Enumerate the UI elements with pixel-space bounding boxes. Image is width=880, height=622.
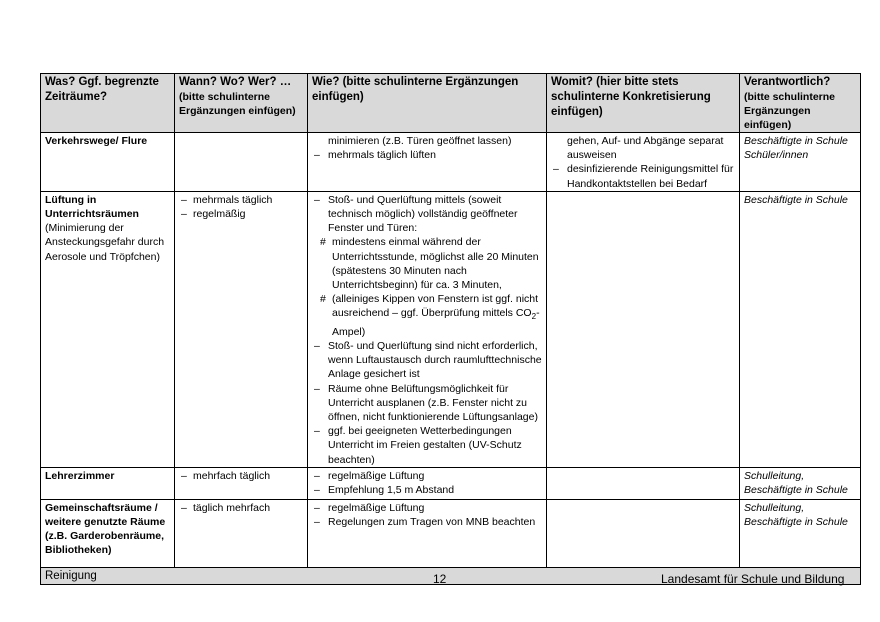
responsible-entry: Schulleitung, bbox=[744, 469, 805, 482]
cell-what bbox=[41, 499, 175, 567]
cell-with bbox=[547, 133, 740, 192]
cell-with bbox=[547, 499, 740, 567]
list-item: – täglich mehrfach bbox=[179, 501, 303, 515]
list-item: – Regelungen zum Tragen von MNB beachten bbox=[312, 515, 542, 529]
responsible-entry: Beschäftigte in Schule bbox=[744, 193, 848, 206]
cell-how bbox=[308, 191, 547, 467]
list-item: – mehrmals täglich lüften bbox=[312, 148, 542, 162]
table-row bbox=[41, 499, 861, 567]
responsible-entry: Beschäftigte in Schule bbox=[744, 483, 848, 496]
header-how: Wie? (bitte schulinterne Ergänzungen einfügen) bbox=[308, 74, 547, 133]
when-list bbox=[179, 501, 303, 515]
list-item: # (alleiniges Kippen von Fenstern ist ggf. nicht ausreichend – ggf. Überprüfung mittels $CO_2-Ampel$) bbox=[312, 292, 542, 339]
cell-how bbox=[308, 499, 547, 567]
table-row bbox=[41, 133, 861, 192]
cell-what bbox=[41, 467, 175, 499]
cell-when bbox=[175, 467, 308, 499]
list-item: – Stoß- und Querlüftung mittels (soweit technisch möglich) vollständig geöffneter Fenster und Türen: bbox=[312, 193, 542, 236]
responsible-entry: Schüler/innen bbox=[744, 149, 809, 162]
area-title: Verkehrswege/ Flure bbox=[45, 135, 148, 147]
list-item: minimieren (z.B. Türen geöffnet lassen) bbox=[328, 135, 512, 147]
header-with: Womit? (hier bitte stets schulinterne Konkretisierung einfügen) bbox=[547, 74, 740, 133]
cell-responsible bbox=[740, 133, 861, 192]
list-item: – regelmäßige Lüftung bbox=[312, 469, 542, 483]
list-item: – Stoß- und Querlüftung sind nicht erforderlich, wenn Luftaustausch durch raumlufttechnische Anlage gesichert ist bbox=[312, 339, 542, 382]
cell-what bbox=[41, 191, 175, 467]
responsible-entry: Schulleitung, bbox=[744, 501, 805, 514]
cell-when bbox=[175, 133, 308, 192]
how-list bbox=[312, 193, 542, 467]
footer-organization: Landesamt für Schule und Bildung bbox=[661, 572, 845, 586]
cell-how bbox=[308, 133, 547, 192]
header-who: Verantwortlich? (bitte schulinterne Ergänzungen einfügen) bbox=[740, 74, 861, 133]
header-when: Wann? Wo? Wer? … (bitte schulinterne Ergänzungen einfügen) bbox=[175, 74, 308, 133]
table-row bbox=[41, 467, 861, 499]
responsible-entry: Beschäftigte in Schule bbox=[744, 515, 848, 528]
hygiene-plan-table bbox=[40, 73, 861, 585]
how-list bbox=[312, 134, 542, 162]
cell-responsible bbox=[740, 191, 861, 467]
list-item: – desinfizierende Reinigungsmittel für Handkontaktstellen bei Bedarf bbox=[551, 162, 735, 190]
table-row bbox=[41, 191, 861, 467]
when-list bbox=[179, 193, 303, 221]
list-item: gehen, Auf- und Abgänge separat ausweisen bbox=[567, 135, 724, 162]
area-title: Lehrerzimmer bbox=[45, 469, 115, 482]
cell-with bbox=[547, 467, 740, 499]
area-title: Lüftung in Unterrichtsräumen bbox=[45, 193, 139, 221]
area-note: (Minimierung der Ansteckungsgefahr durch Aerosole und Tröpfchen) bbox=[45, 222, 165, 263]
list-item: – mehrfach täglich bbox=[179, 469, 303, 483]
table-header-row bbox=[41, 74, 861, 133]
cell-with bbox=[547, 191, 740, 467]
list-item: – ggf. bei geeigneten Wetterbedingungen Unterricht im Freien gestalten (UV-Schutz beachten) bbox=[312, 424, 542, 467]
area-title: Gemeinschaftsräume / weitere genutzte Räume (z.B. Garderobenräume, Bibliotheken) bbox=[45, 501, 166, 557]
responsible-entry: Beschäftigte in Schule bbox=[744, 135, 848, 147]
list-item: – mehrmals täglich bbox=[179, 193, 303, 207]
cell-responsible bbox=[740, 499, 861, 567]
list-item: # mindestens einmal während der Unterrichtsstunde, möglichst alle 20 Minuten (spätestens 30 Minuten nach Unterrichtsbeginn) für ca. 3 Minuten, bbox=[312, 235, 542, 292]
cell-how bbox=[308, 467, 547, 499]
list-item: – Empfehlung 1,5 m Abstand bbox=[312, 483, 542, 497]
list-item: – regelmäßige Lüftung bbox=[312, 501, 542, 515]
how-list bbox=[312, 501, 542, 529]
list-item: – regelmäßig bbox=[179, 207, 303, 221]
page-number: 12 bbox=[433, 572, 447, 586]
cell-when bbox=[175, 499, 308, 567]
section-title: Reinigung bbox=[41, 567, 861, 584]
cell-responsible bbox=[740, 467, 861, 499]
list-item: – Räume ohne Belüftungsmöglichkeit für Unterricht ausplanen (z.B. Fenster nicht zu öffnen, nicht funktionierende Lüftungsanlage) bbox=[312, 382, 542, 425]
header-what: Was? Ggf. begrenzte Zeiträume? bbox=[41, 74, 175, 133]
with-list bbox=[551, 134, 735, 191]
cell-when bbox=[175, 191, 308, 467]
cell-what bbox=[41, 133, 175, 192]
when-list bbox=[179, 469, 303, 483]
how-list bbox=[312, 469, 542, 497]
